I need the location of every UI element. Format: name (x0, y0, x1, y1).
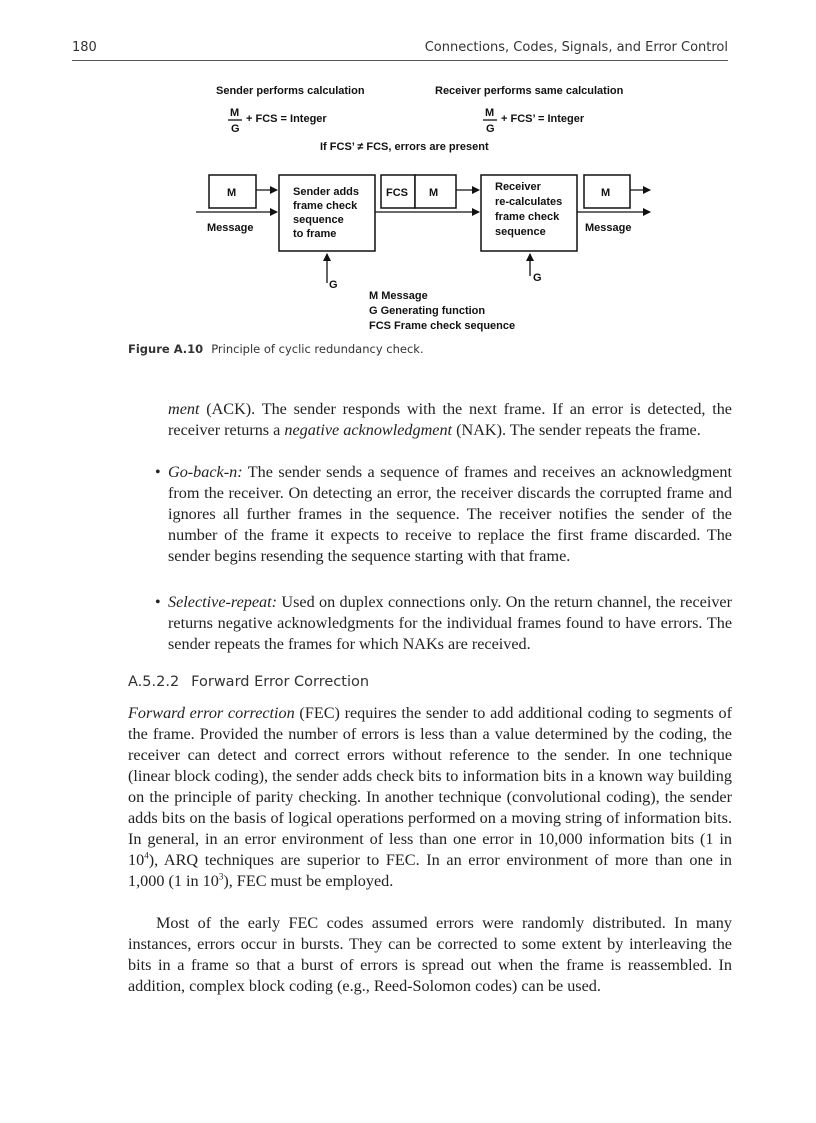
crc-figure (0, 0, 816, 340)
legend-line-1: M Message (369, 290, 428, 302)
sender-box-line-1: Sender adds (293, 186, 360, 198)
term-nak: negative acknowledgment (284, 421, 453, 439)
bullet-go-back-n: Go-back-n: The sender sends a sequence of frames and receives an acknowledgment from the receiver. On detecting an error, the receiver discards the corrupted frame and ignores all further frames in the sequence. The receiver notifies the sender of the number of the frame it expects to receive to replace the first frame discarded. The sender begins resending the sequence starting with that frame. (168, 463, 732, 565)
frame-fcs-label: FCS (386, 187, 408, 199)
section-number: A.5.2.2 (128, 674, 180, 690)
paragraph-continued: ment (ACK). The sender responds with the next frame. If an error is detected, the receiver returns a negative acknowledgment (NAK). The sender repeats the frame. (168, 400, 732, 439)
message-out-label: Message (585, 222, 632, 234)
receiver-message-box-label: M (601, 187, 611, 199)
figure-caption-label: Figure A.10 (128, 342, 204, 356)
paragraph-fec: Forward error correction (FEC) requires the sender to add additional coding to segments of the frame. Provided the number of errors is less than a value determined by the coding, the receiver can detect and correct errors without reference to the sender. In one technique (linear block coding), the sender adds check bits to information bits in a known way building on the principle of parity checking. In another technique (convolutional coding), the sender adds bits on the basis of logical operations performed on a moving string of information bits. In general, in an error environment of less than one error in 10,000 information bits (1 in $10^4$), ARQ techniques are superior to FEC. In an error environment of more than one in 1,000 (1 in $10^3$), FEC must be employed. (128, 704, 733, 890)
page-number: 180 (72, 40, 97, 55)
sender-frac-numerator: M (230, 107, 240, 119)
condition-text: If FCS’ ≠ FCS, errors are present (320, 141, 489, 153)
term-go-back-n: Go-back-n: (168, 463, 243, 481)
sender-frac-denominator: G (231, 123, 240, 135)
figure-caption (128, 342, 424, 356)
sender-formula: + FCS = Integer (246, 113, 327, 125)
bullet-marker-1: • (155, 464, 161, 481)
sender-message-box-label: M (227, 187, 237, 199)
receiver-box-line-1: Receiver (495, 181, 541, 193)
sender-box-line-3: sequence (293, 214, 344, 226)
message-in-label: Message (207, 222, 254, 234)
g-label-receiver: G (533, 272, 542, 284)
paragraph-last: Most of the early FEC codes assumed errors were randomly distributed. In many instances, errors occur in bursts. They can be corrected to some extent by interleaving the bits in a frame so that a burst of errors is spread out when the frame is reassembled. In addition, complex block coding (e.g., Reed-Solomon codes) can be used. (128, 914, 732, 995)
sender-box-line-4: to frame (293, 228, 337, 240)
receiver-box-line-4: sequence (495, 226, 546, 238)
legend-line-3: FCS Frame check sequence (369, 320, 516, 332)
section-title: Forward Error Correction (191, 674, 370, 690)
receiver-frac-numerator: M (485, 107, 495, 119)
section-heading (128, 674, 381, 690)
sender-box-line-2: frame check (293, 200, 358, 212)
sender-heading: Sender performs calculation (216, 85, 365, 97)
g-label-sender: G (329, 279, 338, 291)
receiver-frac-denominator: G (486, 123, 495, 135)
figure-caption-text: Principle of cyclic redundancy check. (211, 342, 424, 356)
bullet-selective-repeat: Selective-repeat: Used on duplex connections only. On the return channel, the receiver returns negative acknowledgments for the individual frames found to have errors. The sender repeats the frames for which NAKs are received. (168, 593, 732, 653)
term-ment: ment (168, 400, 200, 418)
term-selective-repeat: Selective-repeat: (168, 593, 278, 611)
receiver-heading: Receiver performs same calculation (435, 85, 624, 97)
legend-line-2: G Generating function (369, 305, 486, 317)
frame-m-label: M (429, 187, 439, 199)
receiver-box-line-3: frame check (495, 211, 560, 223)
bullet-marker-2: • (155, 594, 161, 611)
receiver-box-line-2: re-calculates (495, 196, 563, 208)
running-title: Connections, Codes, Signals, and Error Control (424, 40, 728, 55)
term-fec: Forward error correction (128, 704, 295, 722)
receiver-formula: + FCS’ = Integer (501, 113, 585, 125)
